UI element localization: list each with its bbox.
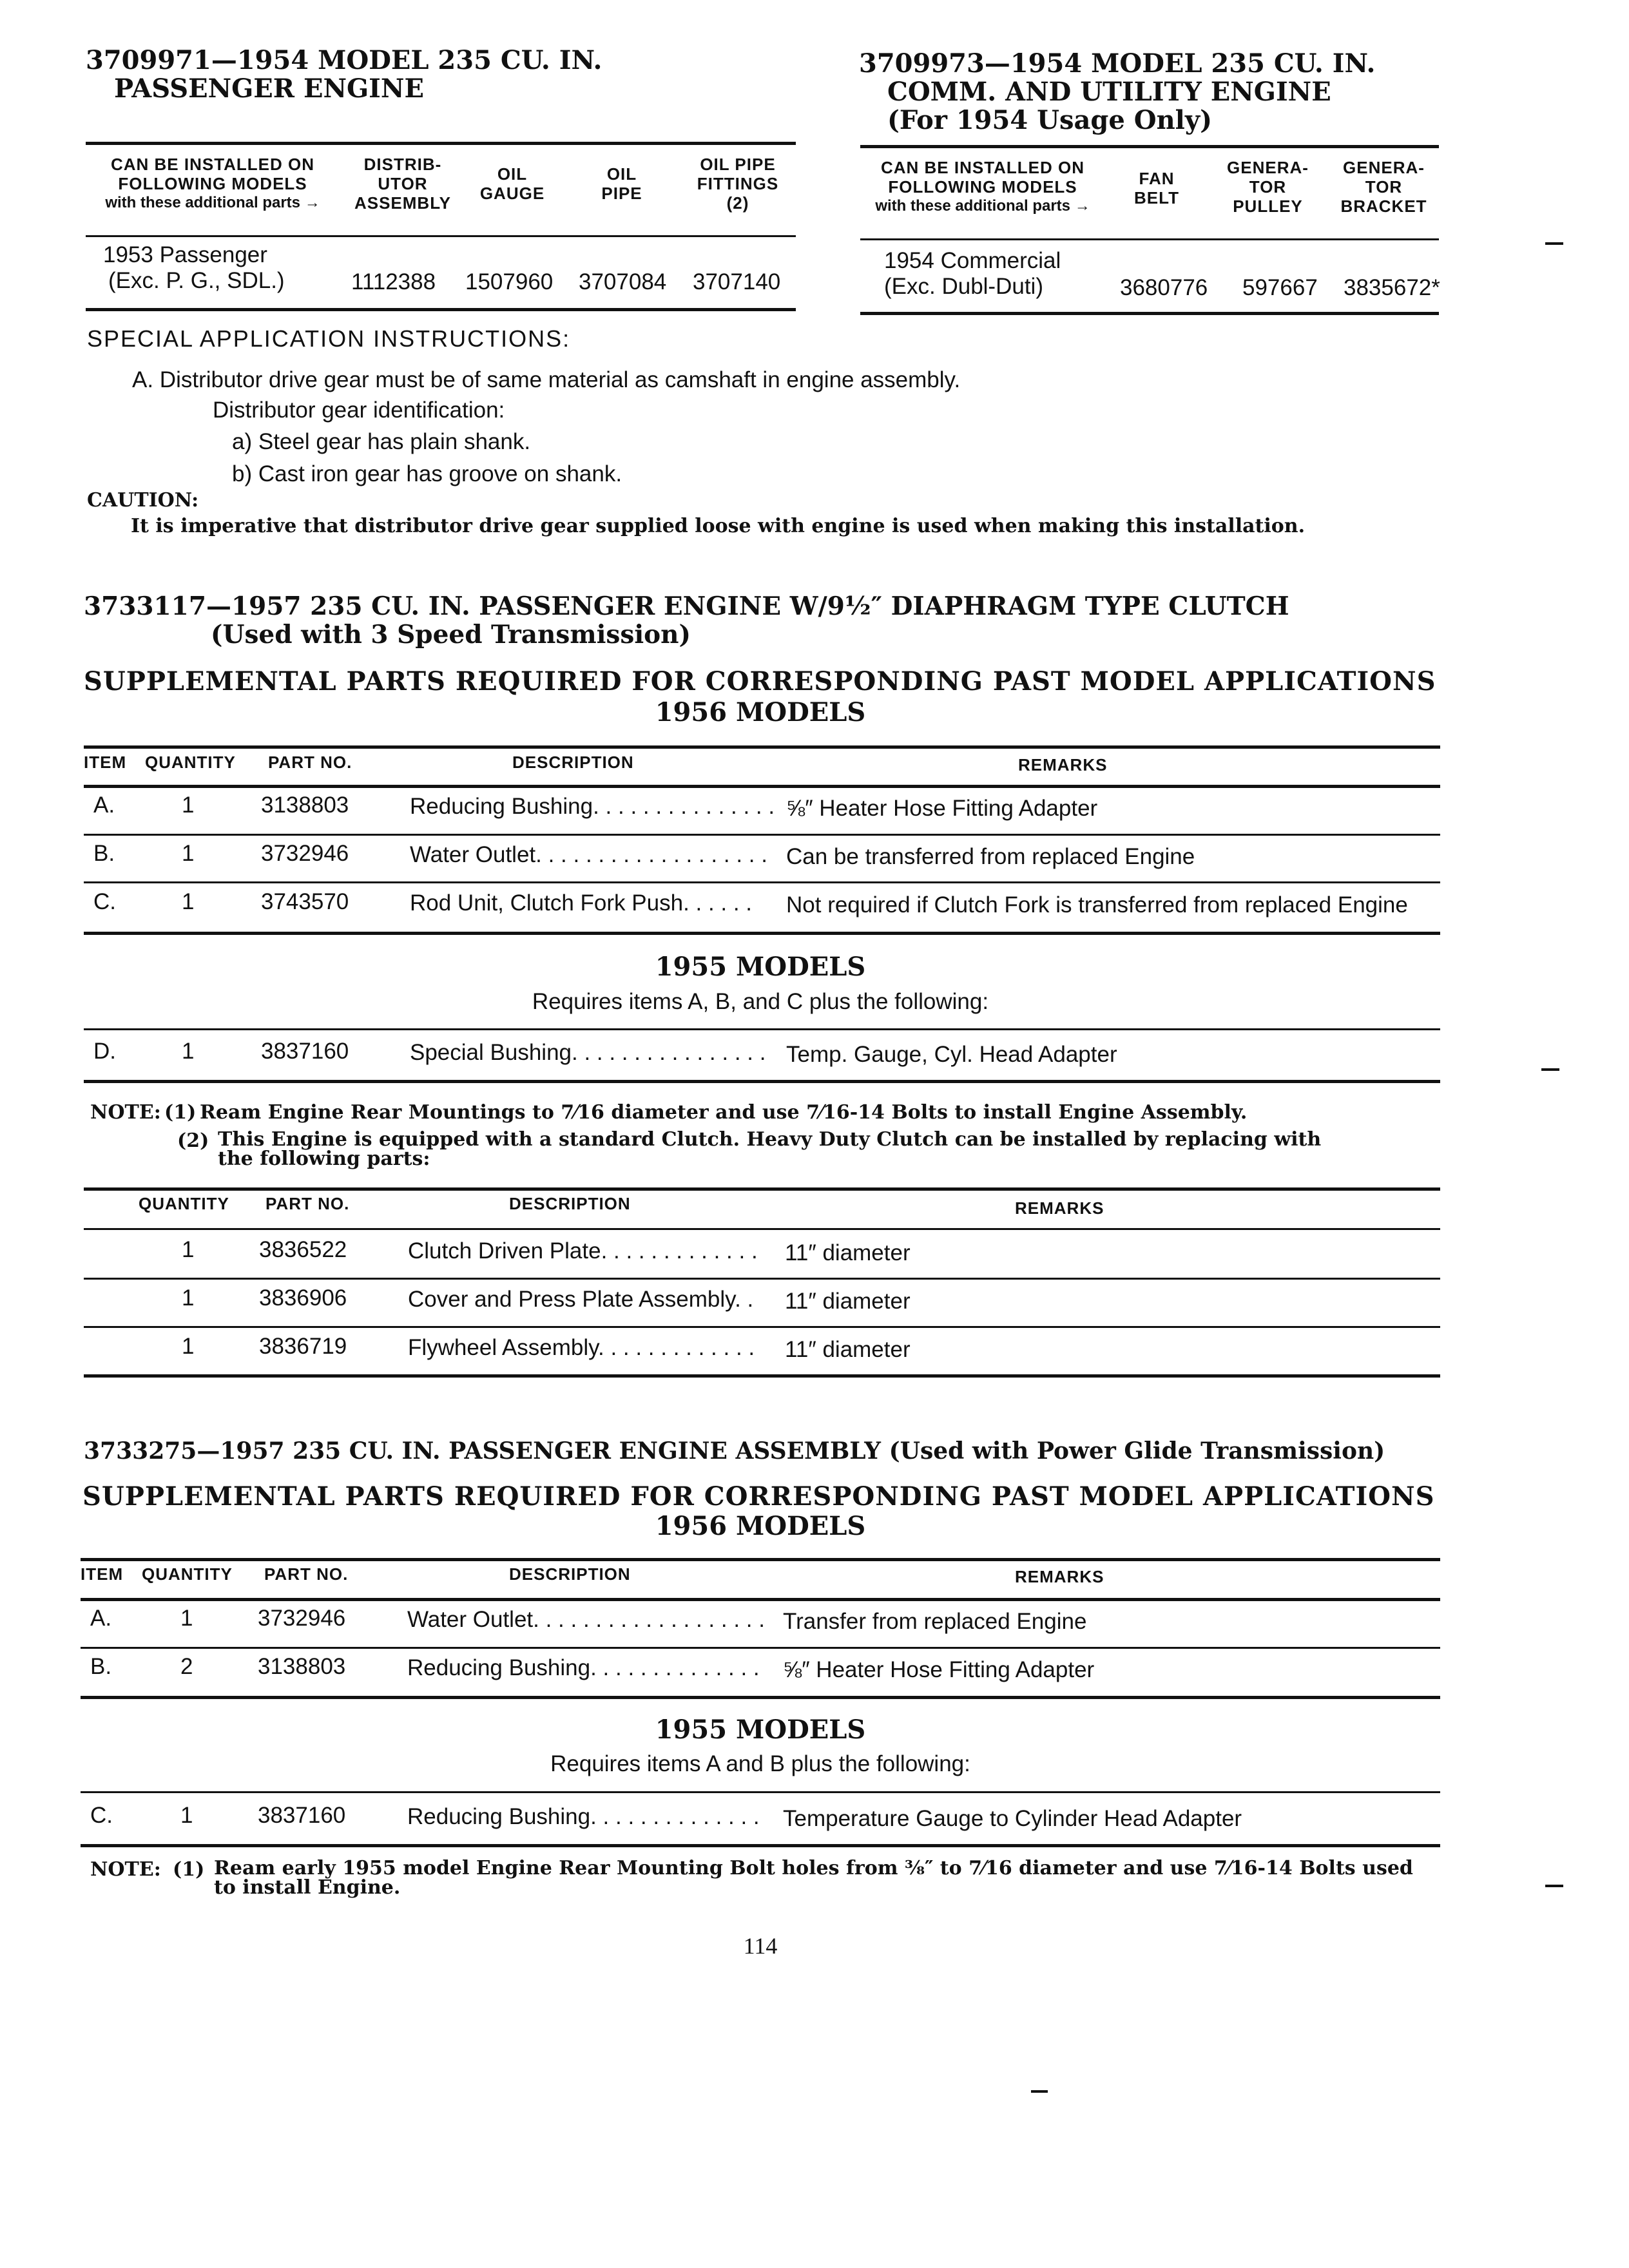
sec1-left-model (103, 242, 285, 294)
header-line: PIPE (601, 184, 642, 203)
part-cell: 3836522 (259, 1237, 347, 1262)
note-line: the following parts: (218, 1148, 430, 1170)
sec3-1956-bottom-rule (81, 1696, 1440, 1699)
leader-dots: . . . . . . . . . . . . . . (590, 1804, 760, 1829)
qty-cell: 1 (182, 1237, 195, 1262)
qty-cell: 1 (182, 1285, 195, 1311)
sec3-1955-bottom-rule (81, 1844, 1440, 1847)
header-line: OIL (606, 164, 637, 184)
desc-cell (408, 1287, 753, 1312)
qty-cell: 1 (182, 793, 195, 818)
part-cell: 3732946 (261, 841, 349, 866)
desc-text: Water Outlet (410, 842, 536, 867)
sec1-right-belt-value: 3680776 (1120, 275, 1208, 300)
leader-dots: . . . . . . (683, 890, 753, 916)
sec1-right-title-line1: 3709973—1954 MODEL 235 CU. IN. (859, 48, 1376, 79)
remarks-cell: Temp. Gauge, Cyl. Head Adapter (786, 1042, 1117, 1067)
remarks-cell: 11″ diameter (785, 1337, 911, 1362)
special-identification: Distributor gear identification: (213, 398, 505, 423)
sec2-note2-number: (2) (177, 1129, 209, 1152)
sec1-right-header-models (857, 158, 1108, 216)
header-line: UTOR (378, 174, 428, 193)
header-line: TOR (1365, 177, 1403, 197)
item-cell: A. (93, 793, 115, 818)
item-cell: B. (93, 841, 115, 866)
sec2-1955-top-rule (84, 1028, 1440, 1030)
sec1-left-title-line2: PASSENGER ENGINE (114, 73, 424, 104)
qty-cell: 1 (182, 889, 195, 914)
header-line: ASSEMBLY (354, 193, 452, 213)
sec2-note1-text: Ream Engine Rear Mountings to 7⁄16 diameter and use 7⁄16-14 Bolts to install Engine Assembly. (200, 1101, 1248, 1124)
leader-dots: . . . . . . . . . . . . . . . (593, 794, 775, 819)
sec1-left-fittings-value: 3707140 (693, 269, 781, 294)
header-line: with these additional parts → (875, 197, 1090, 215)
header-line: FOLLOWING MODELS (118, 174, 307, 193)
qty-cell: 1 (182, 841, 195, 866)
desc-text: Special Bushing (410, 1040, 572, 1065)
clutch-header-remarks: REMARKS (1015, 1198, 1104, 1218)
clutch-header-part: PART NO. (265, 1194, 350, 1213)
remarks-cell: Can be transferred from replaced Engine (786, 844, 1195, 869)
item-cell: B. (90, 1654, 112, 1679)
header-line: DISTRIB- (363, 155, 442, 174)
margin-mark (1031, 2090, 1048, 2093)
header-line: GENERA- (1343, 158, 1425, 177)
header-line: GENERA- (1227, 158, 1309, 177)
desc-cell (407, 1607, 765, 1633)
header-line: FITTINGS (697, 174, 779, 193)
special-item-a: A. Distributor drive gear must be of same material as camshaft in engine assembly. (132, 367, 961, 392)
desc-text: Flywheel Assembly (408, 1335, 599, 1360)
sec3-title-text: 3733275—1957 235 CU. IN. PASSENGER ENGINE ASSEMBLY (84, 1437, 882, 1465)
sec2-header-remarks: REMARKS (1018, 755, 1108, 774)
part-cell: 3837160 (258, 1803, 346, 1828)
sec3-1955-requires: Requires items A and B plus the following: (550, 1751, 970, 1776)
sec1-right-pulley-value: 597667 (1242, 275, 1318, 300)
sec3-1956-models-heading: 1956 MODELS (655, 1511, 866, 1541)
qty-cell: 1 (180, 1606, 193, 1631)
sec3-header-remarks: REMARKS (1015, 1567, 1104, 1586)
item-cell: C. (93, 889, 116, 914)
sec1-left-title (86, 46, 602, 103)
sec1-left-header-gauge (464, 164, 561, 203)
header-line: OIL PIPE (700, 155, 776, 174)
sec1-right-header-rule (860, 238, 1439, 240)
note-line: Ream early 1955 model Engine Rear Mounting Bolt holes from ⅜″ to 7⁄16 diameter and use 7⁄16-14 Bolts used (214, 1857, 1413, 1879)
item-cell: D. (93, 1039, 116, 1064)
page-number: 114 (743, 1933, 778, 1959)
model-line: (Exc. P. G., SDL.) (108, 268, 285, 293)
sec1-right-model (884, 248, 1061, 300)
desc-text: Reducing Bushing (407, 1655, 591, 1680)
qty-cell: 1 (182, 1039, 195, 1064)
desc-cell (407, 1655, 760, 1681)
leader-dots: . . . . . . . . . . . . . (598, 1335, 755, 1360)
sec3-title (84, 1437, 1385, 1465)
clutch-header-rule (84, 1228, 1440, 1230)
sec2-1955-requires: Requires items A, B, and C plus the following: (532, 989, 989, 1014)
item-cell: C. (90, 1803, 113, 1828)
desc-cell (410, 842, 767, 868)
sec1-right-header-belt (1112, 169, 1202, 207)
qty-cell: 2 (180, 1654, 193, 1679)
sec3-header-part: PART NO. (264, 1564, 349, 1584)
sec1-right-top-rule (860, 145, 1439, 148)
sec2-note2-text (218, 1130, 1321, 1169)
desc-cell (410, 1040, 766, 1066)
sec2-1956-bottom-rule (84, 932, 1440, 935)
remarks-cell: ⅝″ Heater Hose Fitting Adapter (783, 1657, 1095, 1682)
remarks-cell: 11″ diameter (785, 1240, 911, 1265)
sec2-header-item: ITEM (84, 753, 127, 772)
header-line: (2) (726, 193, 749, 213)
part-cell: 3732946 (258, 1606, 346, 1631)
qty-cell: 1 (180, 1803, 193, 1828)
desc-cell (408, 1335, 755, 1361)
sec1-left-distrib-value: 1112388 (351, 269, 436, 294)
sec3-1955-top-rule (81, 1791, 1440, 1793)
header-line: CAN BE INSTALLED ON (880, 158, 1085, 177)
remarks-cell: Temperature Gauge to Cylinder Head Adapter (783, 1806, 1242, 1831)
sec3-table-top-rule (81, 1558, 1440, 1561)
remarks-cell: 11″ diameter (785, 1289, 911, 1314)
sec2-header-desc: DESCRIPTION (512, 753, 634, 772)
part-cell: 3837160 (261, 1039, 349, 1064)
sec1-left-header-distrib (345, 155, 461, 213)
desc-cell (410, 890, 752, 916)
sec1-left-top-rule (86, 142, 796, 145)
row-rule (81, 1647, 1440, 1649)
sec1-left-header-rule (86, 235, 796, 237)
remarks-cell: Not required if Clutch Fork is transferred from replaced Engine (786, 892, 1408, 918)
desc-text: Rod Unit, Clutch Fork Push (410, 890, 684, 916)
caution-text: It is imperative that distributor drive gear supplied loose with engine is used when making this installation. (131, 515, 1306, 537)
header-line: BRACKET (1340, 197, 1427, 216)
item-cell: A. (90, 1606, 112, 1631)
desc-cell (410, 794, 775, 820)
note-line: This Engine is equipped with a standard Clutch. Heavy Duty Clutch can be installed by replacing with (218, 1128, 1322, 1151)
desc-text: Cover and Press Plate Assembly (408, 1287, 735, 1312)
sec1-left-gauge-value: 1507960 (465, 269, 554, 294)
sec2-1955-models-heading: 1955 MODELS (655, 952, 866, 982)
desc-text: Water Outlet (407, 1607, 534, 1632)
desc-text: Reducing Bushing (410, 794, 593, 819)
special-cast-gear: b) Cast iron gear has groove on shank. (232, 461, 622, 486)
sec3-title-paren: (Used with Power Glide Transmission) (889, 1437, 1385, 1465)
special-steel-gear: a) Steel gear has plain shank. (232, 429, 531, 454)
desc-cell (408, 1238, 758, 1264)
sec2-header-part: PART NO. (268, 753, 352, 772)
model-line: 1954 Commercial (884, 248, 1061, 273)
leader-dots: . . . . . . . . . . . . . . . . . . . (533, 1607, 765, 1632)
header-line: FOLLOWING MODELS (888, 177, 1077, 197)
caution-label: CAUTION: (87, 489, 199, 512)
leader-dots: . . . . . . . . . . . . . . (590, 1655, 760, 1680)
qty-cell: 1 (182, 1334, 195, 1359)
sec3-supplemental-heading: SUPPLEMENTAL PARTS REQUIRED FOR CORRESPONDING PAST MODEL APPLICATIONS (82, 1481, 1435, 1512)
sec3-note1-number: (1) (173, 1858, 205, 1881)
sec2-header-qty: QUANTITY (145, 753, 236, 772)
sec2-title-line2: (Used with 3 Speed Transmission) (211, 620, 691, 649)
header-line: GAUGE (479, 184, 545, 203)
header-line: TOR (1249, 177, 1287, 197)
margin-mark (1545, 1885, 1563, 1887)
part-cell: 3138803 (258, 1654, 346, 1679)
remarks-cell: Transfer from replaced Engine (783, 1609, 1087, 1634)
margin-mark (1545, 242, 1563, 245)
header-line: BELT (1134, 188, 1179, 207)
sec1-right-title-line2: COMM. AND UTILITY ENGINE (887, 77, 1331, 107)
sec2-1955-bottom-rule (84, 1080, 1440, 1083)
clutch-header-qty: QUANTITY (139, 1194, 229, 1213)
sec2-table-top-rule (84, 745, 1440, 749)
sec1-left-header-pipe (574, 164, 670, 203)
header-line: FAN (1139, 169, 1175, 188)
remarks-cell: ⅝″ Heater Hose Fitting Adapter (786, 796, 1098, 821)
sec1-right-header-bracket (1327, 158, 1440, 216)
sec3-header-item: ITEM (81, 1564, 124, 1584)
desc-cell (407, 1804, 760, 1830)
model-line: 1953 Passenger (103, 242, 267, 267)
leader-dots: . . . . . . . . . . . . . . . . (572, 1040, 766, 1065)
part-cell: 3836719 (259, 1334, 347, 1359)
sec1-left-pipe-value: 3707084 (579, 269, 667, 294)
sec1-right-title (859, 50, 1375, 135)
clutch-table-top-rule (84, 1187, 1440, 1191)
desc-text: Clutch Driven Plate (408, 1238, 601, 1264)
sec2-note1-number: (1) (164, 1101, 197, 1124)
sec3-header-qty: QUANTITY (142, 1564, 233, 1584)
sec1-right-title-line3: (For 1954 Usage Only) (887, 105, 1213, 135)
header-line: with these additional parts → (105, 194, 320, 211)
sec1-right-header-pulley (1211, 158, 1324, 216)
sec2-supplemental-heading: SUPPLEMENTAL PARTS REQUIRED FOR CORRESPONDING PAST MODEL APPLICATIONS (84, 666, 1436, 697)
desc-text: Reducing Bushing (407, 1804, 591, 1829)
part-cell: 3138803 (261, 793, 349, 818)
row-rule (84, 1326, 1440, 1328)
model-line: (Exc. Dubl-Duti) (884, 274, 1043, 299)
sec3-header-rule (81, 1598, 1440, 1601)
sec3-note-label: NOTE: (90, 1858, 161, 1881)
sec1-left-title-line1: 3709971—1954 MODEL 235 CU. IN. (86, 45, 602, 75)
sec3-1955-models-heading: 1955 MODELS (655, 1715, 866, 1745)
row-rule (84, 1278, 1440, 1280)
sec2-note-label: NOTE: (90, 1101, 161, 1124)
row-rule (84, 834, 1440, 836)
header-line: CAN BE INSTALLED ON (110, 155, 315, 174)
sec2-1956-models-heading: 1956 MODELS (655, 697, 866, 727)
clutch-header-desc: DESCRIPTION (509, 1194, 631, 1213)
header-line: OIL (497, 164, 528, 184)
leader-dots: . . (735, 1287, 754, 1312)
note-line: to install Engine. (214, 1876, 401, 1899)
part-cell: 3836906 (259, 1285, 347, 1311)
part-cell: 3743570 (261, 889, 349, 914)
leader-dots: . . . . . . . . . . . . . (601, 1238, 758, 1264)
special-heading: SPECIAL APPLICATION INSTRUCTIONS: (87, 325, 571, 352)
sec2-header-rule (84, 785, 1440, 788)
sec3-note1-text (214, 1859, 1413, 1898)
sec1-left-bottom-rule (86, 308, 796, 311)
row-rule (84, 881, 1440, 883)
margin-mark (1541, 1068, 1559, 1071)
clutch-bottom-rule (84, 1374, 1440, 1378)
sec1-right-bottom-rule (860, 312, 1439, 315)
leader-dots: . . . . . . . . . . . . . . . . . . . (535, 842, 767, 867)
sec1-left-header-models (87, 155, 338, 213)
sec3-header-desc: DESCRIPTION (509, 1564, 631, 1584)
header-line: PULLEY (1233, 197, 1303, 216)
sec1-right-bracket-value: 3835672* (1344, 275, 1440, 300)
sec1-left-header-fittings (680, 155, 796, 213)
sec2-title-line1: 3733117—1957 235 CU. IN. PASSENGER ENGINE W/9½″ DIAPHRAGM TYPE CLUTCH (84, 591, 1289, 621)
